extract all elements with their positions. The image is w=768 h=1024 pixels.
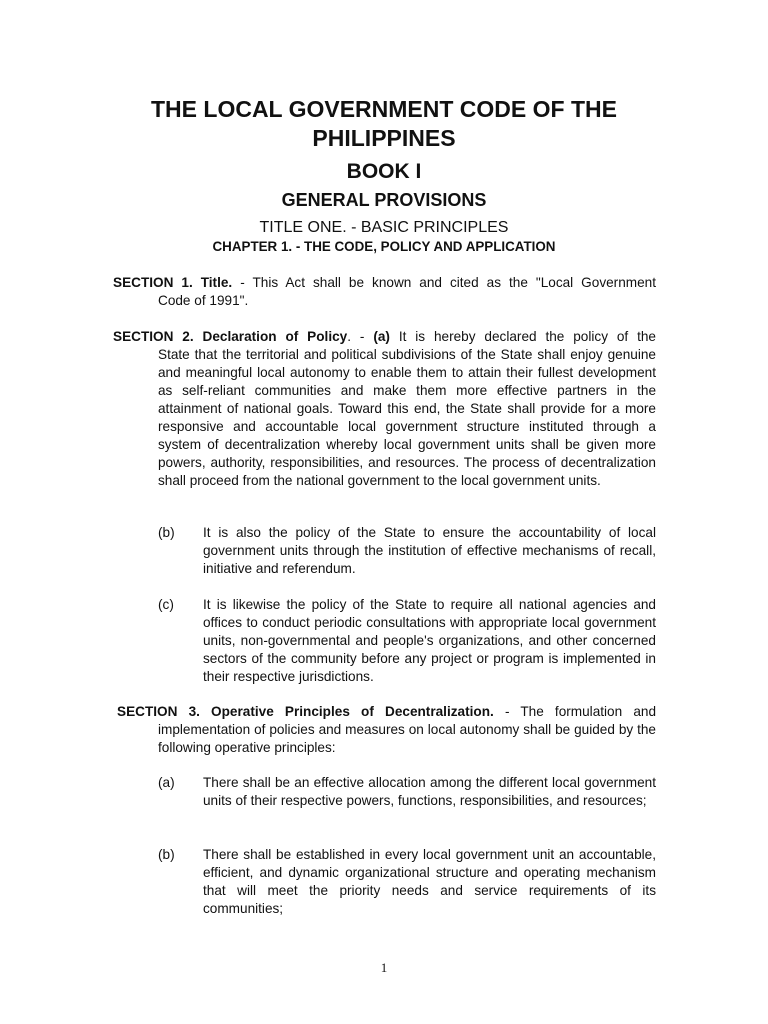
section-3-text: implementation of policies and measures on local autonomy shall be guided by the following operative principles: <box>158 722 656 755</box>
item-label: (a) <box>158 775 175 790</box>
document-title: THE LOCAL GOVERNMENT CODE OF THE PHILIPPINES <box>151 96 617 151</box>
section-2-item-c <box>158 596 656 686</box>
title-heading: TITLE ONE. - BASIC PRINCIPLES <box>259 219 509 236</box>
section-1-text-start: - This Act shall be known and cited as the "Local Government <box>240 275 656 290</box>
section-1-text: Code of 1991". <box>158 293 249 308</box>
section-2-first-line <box>113 328 656 346</box>
section-2-text: State that the territorial and political subdivisions of the State shall enjoy genuine and meaningful local autonomy to enable them to attain their fullest development as self-reliant communities and make them more effective partners in the attainment of national goals. Toward this end, the State shall provide for a more responsive and accountable local government structure instituted through a system of decentralization whereby local government units shall be given more powers, authority, responsibilities, and resources. The process of decentralization shall proceed from the national government to the local government units. <box>158 347 656 488</box>
item-text: It is also the policy of the State to ensure the accountability of local government units through the institution of effective mechanisms of recall, initiative and referendum. <box>203 525 656 576</box>
section-1 <box>113 274 656 310</box>
section-1-first-line <box>113 274 656 292</box>
section-3 <box>117 703 656 757</box>
section-2-item-b <box>158 524 656 578</box>
chapter-heading: CHAPTER 1. - THE CODE, POLICY AND APPLICATION <box>212 239 556 254</box>
section-3-item-b <box>158 846 656 918</box>
section-2-text-start: It is hereby declared the policy of the <box>398 329 656 344</box>
item-text: It is likewise the policy of the State to require all national agencies and offices to conduct periodic consultations with appropriate local government units, non-governmental and people's organizations, and other concerned sectors of the community before any project or program is implemented in their respective jurisdictions. <box>203 597 656 684</box>
section-2-label-a: (a) <box>373 329 390 344</box>
item-text: There shall be established in every local government unit an accountable, efficient, and dynamic organizational structure and operating mechanism that will meet the priority needs and service requirements of its communities; <box>203 847 656 916</box>
section-2-heading: SECTION 2. Declaration of Policy <box>113 329 348 344</box>
page-number: 1 <box>380 960 388 975</box>
section-1-heading: SECTION 1. Title. <box>113 275 233 290</box>
item-label: (c) <box>158 597 174 612</box>
section-2-separator: . - <box>347 329 365 344</box>
item-text: There shall be an effective allocation among the different local government units of their respective powers, functions, responsibilities, and resources; <box>203 775 656 808</box>
section-3-item-a <box>158 774 656 810</box>
section-3-first-line <box>117 703 656 721</box>
item-label: (b) <box>158 525 175 540</box>
section-3-text-start: - The formulation and <box>504 704 657 719</box>
section-2 <box>113 328 656 490</box>
part-heading: GENERAL PROVISIONS <box>281 190 487 210</box>
item-label: (b) <box>158 847 175 862</box>
book-heading: BOOK I <box>346 160 422 183</box>
section-3-heading: SECTION 3. Operative Principles of Decentralization. <box>117 704 494 719</box>
